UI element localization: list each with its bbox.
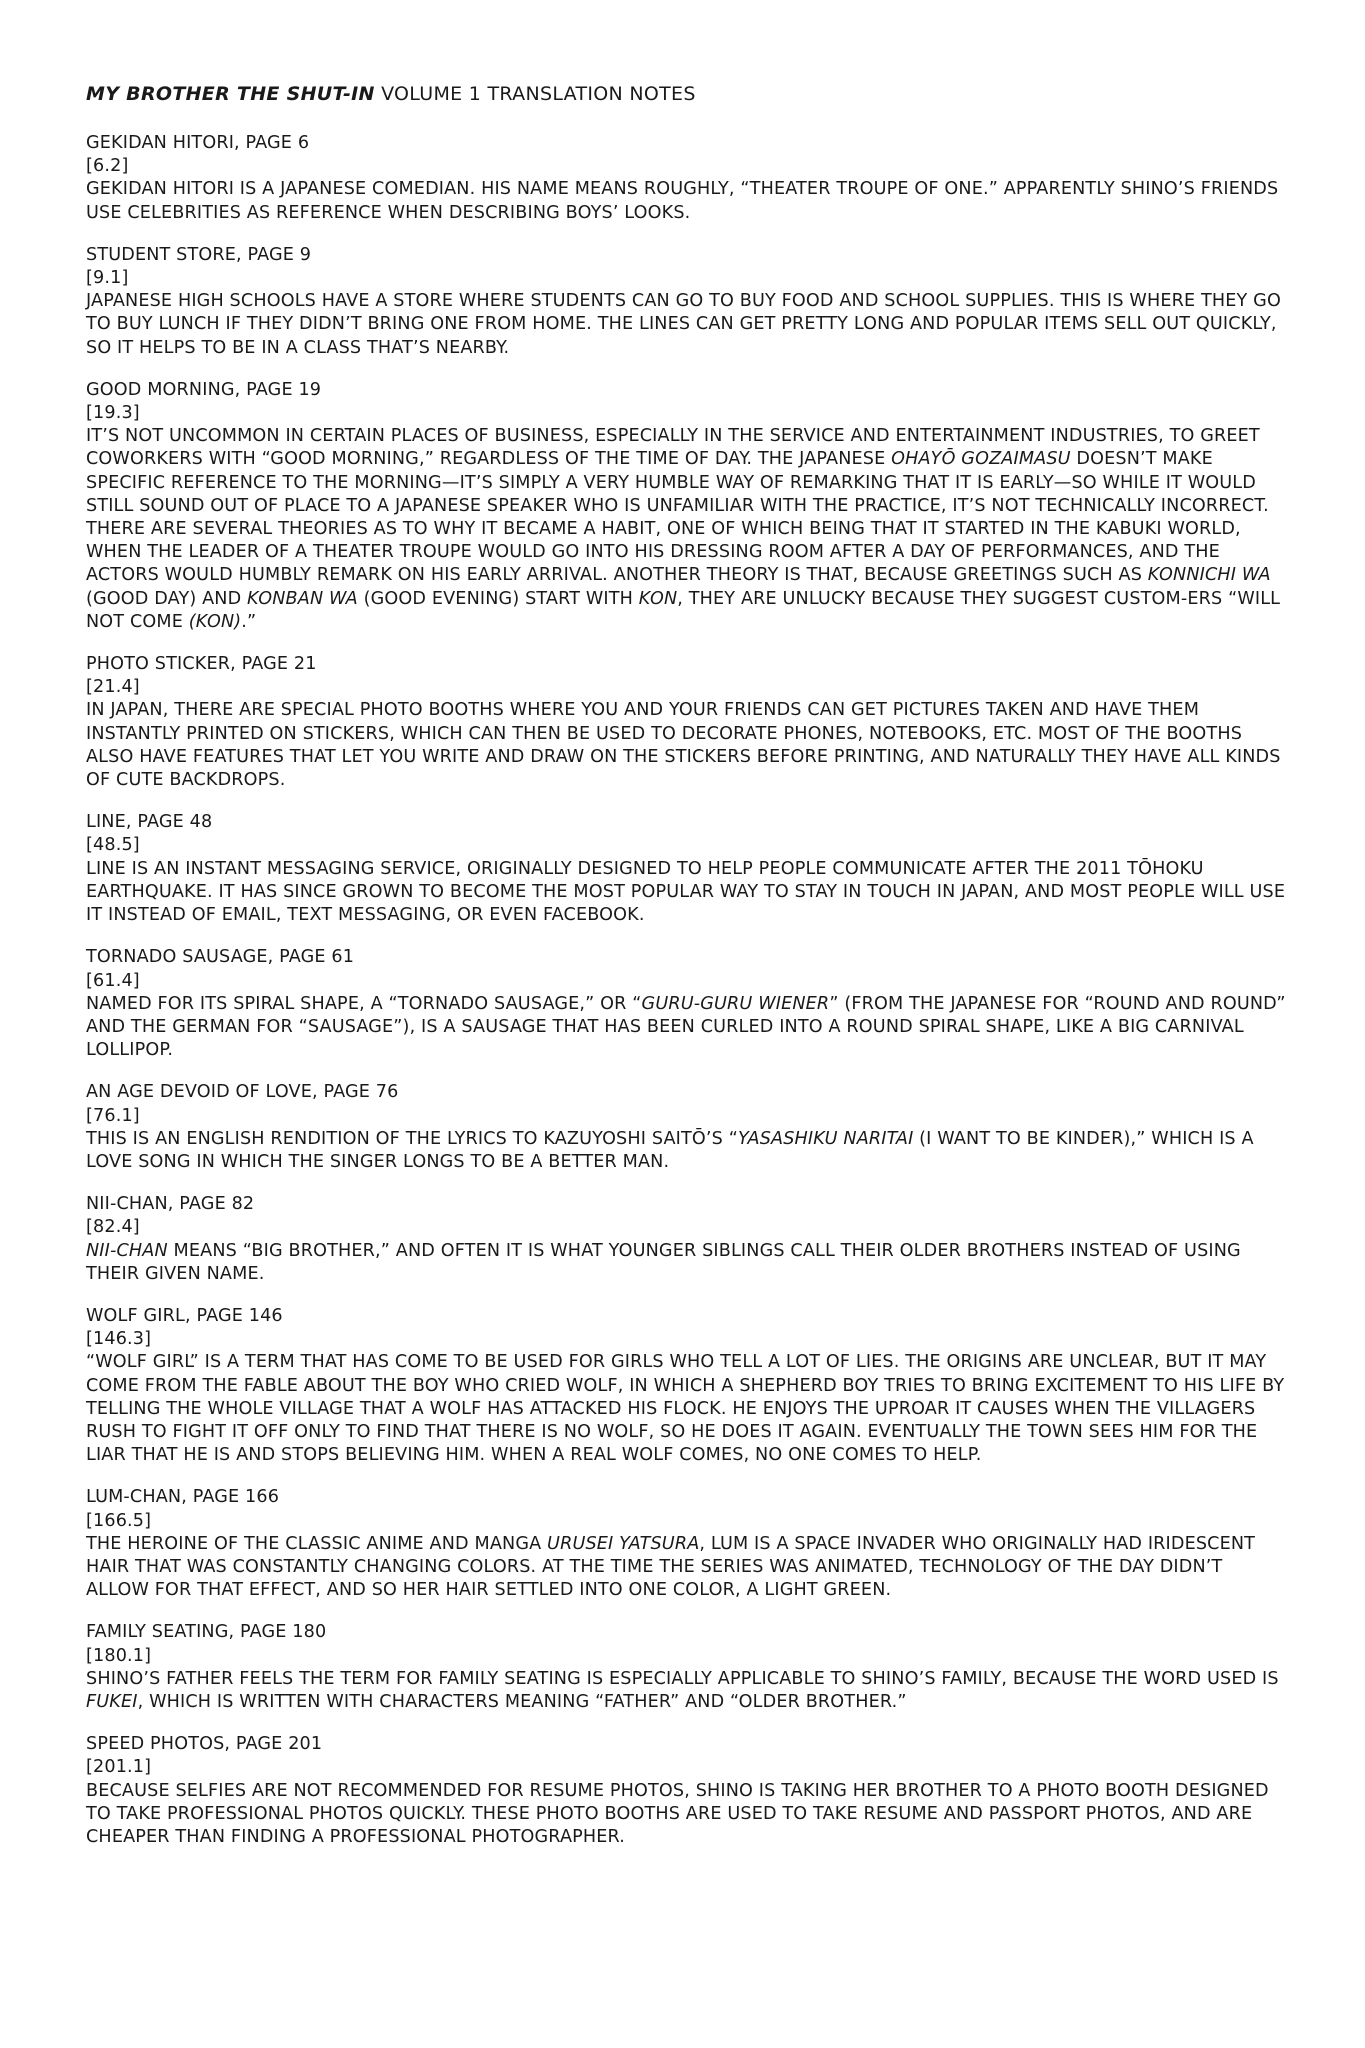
notes-list [86,132,1286,1849]
page-title [86,82,1286,106]
note-reference: [76.1] [86,1105,140,1126]
note-heading: LINE, PAGE 48 [86,812,213,833]
translation-notes-page [86,82,1286,1868]
note-heading: GOOD MORNING, PAGE 19 [86,379,322,400]
note-heading: NII-CHAN, PAGE 82 [86,1194,255,1215]
translation-note [86,1081,1286,1174]
note-reference: [146.3] [86,1329,152,1350]
translation-note [86,1621,1286,1714]
translation-note [86,379,1286,634]
note-body: GEKIDAN HITORI IS A JAPANESE COMEDIAN. HIS NAME MEANS ROUGHLY, “THEATER TROUPE OF ONE.” APPARENTLY SHINO’S FRIENDS USE CELEBRITIES AS REFERENCE WHEN DESCRIBING BOYS’ LOOKS. [86,179,1279,223]
title-rest: VOLUME 1 TRANSLATION NOTES [381,83,696,105]
series-title: MY BROTHER THE SHUT-IN [86,83,375,105]
note-heading: STUDENT STORE, PAGE 9 [86,244,312,265]
translation-note [86,946,1286,1062]
note-reference: [61.4] [86,970,140,991]
note-body: JAPANESE HIGH SCHOOLS HAVE A STORE WHERE STUDENTS CAN GO TO BUY FOOD AND SCHOOL SUPPLIES. THIS IS WHERE THEY GO TO BUY LUNCH IF THEY DIDN’T BRING ONE FROM HOME. THE LINES CAN GET PRETTY LONG AND POPULAR ITEMS SELL OUT QUICKLY, SO IT HELPS TO BE IN A CLASS THAT’S NEARBY. [86,291,1281,358]
note-reference: [21.4] [86,677,140,698]
translation-note [86,653,1286,792]
note-reference: [48.5] [86,835,140,856]
translation-note [86,811,1286,927]
note-heading: FAMILY SEATING, PAGE 180 [86,1622,327,1643]
note-reference: [180.1] [86,1645,152,1666]
translation-note [86,1305,1286,1467]
note-heading: PHOTO STICKER, PAGE 21 [86,654,317,675]
note-reference: [19.3] [86,403,140,424]
note-body: NII-CHAN MEANS “BIG BROTHER,” AND OFTEN IT IS WHAT YOUNGER SIBLINGS CALL THEIR OLDER BROTHERS INSTEAD OF USING THEIR GIVEN NAME. [86,1240,1241,1284]
note-body: “WOLF GIRL” IS A TERM THAT HAS COME TO BE USED FOR GIRLS WHO TELL A LOT OF LIES. THE ORIGINS ARE UNCLEAR, BUT IT MAY COME FROM THE FABLE ABOUT THE BOY WHO CRIED WOLF, IN WHICH A SHEPHERD BOY TRIES TO BRING EXCITEMENT TO HIS LIFE BY TELLING THE WHOLE VILLAGE THAT A WOLF HAS ATTACKED HIS FLOCK. HE ENJOYS THE UPROAR IT CAUSES WHEN THE VILLAGERS RUSH TO FIGHT IT OFF ONLY TO FIND THAT THERE IS NO WOLF, SO HE DOES IT AGAIN. EVENTUALLY THE TOWN SEES HIM FOR THE LIAR THAT HE IS AND STOPS BELIEVING HIM. WHEN A REAL WOLF COMES, NO ONE COMES TO HELP. [86,1352,1285,1466]
translation-note [86,1486,1286,1602]
note-heading: SPEED PHOTOS, PAGE 201 [86,1734,323,1755]
note-body: THE HEROINE OF THE CLASSIC ANIME AND MANGA URUSEI YATSURA, LUM IS A SPACE INVADER WHO ORIGINALLY HAD IRIDESCENT HAIR THAT WAS CONSTANTLY CHANGING COLORS. AT THE TIME THE SERIES WAS ANIMATED, TECHNOLOGY OF THE DAY DIDN’T ALLOW FOR THAT EFFECT, AND SO HER HAIR SETTLED INTO ONE COLOR, A LIGHT GREEN. [86,1533,1256,1601]
note-heading: TORNADO SAUSAGE, PAGE 61 [86,947,355,968]
note-reference: [201.1] [86,1757,152,1778]
note-heading: WOLF GIRL, PAGE 146 [86,1305,283,1326]
note-body: LINE IS AN INSTANT MESSAGING SERVICE, ORIGINALLY DESIGNED TO HELP PEOPLE COMMUNICATE AFTER THE 2011 TŌHOKU EARTHQUAKE. IT HAS SINCE GROWN TO BECOME THE MOST POPULAR WAY TO STAY IN TOUCH IN JAPAN, AND MOST PEOPLE WILL USE IT INSTEAD OF EMAIL, TEXT MESSAGING, OR EVEN FACEBOOK. [86,858,1286,926]
note-heading: GEKIDAN HITORI, PAGE 6 [86,133,310,153]
note-reference: [9.1] [86,268,129,289]
note-body: IT’S NOT UNCOMMON IN CERTAIN PLACES OF BUSINESS, ESPECIALLY IN THE SERVICE AND ENTERTAINMENT INDUSTRIES, TO GREET COWORKERS WITH “GOOD MORNING,” REGARDLESS OF THE TIME OF DAY. THE JAPANESE OHAYŌ GOZAIMASU DOESN’T MAKE SPECIFIC REFERENCE TO THE MORNING—IT’S SIMPLY A VERY HUMBLE WAY OF REMARKING THAT IT IS EARLY—SO WHILE IT WOULD STILL SOUND OUT OF PLACE TO A JAPANESE SPEAKER WHO IS UNFAMILIAR WITH THE PRACTICE, IT’S NOT TECHNICALLY INCORRECT. THERE ARE SEVERAL THEORIES AS TO WHY IT BECAME A HABIT, ONE OF WHICH BEING THAT IT STARTED IN THE KABUKI WORLD, WHEN THE LEADER OF A THEATER TROUPE WOULD GO INTO HIS DRESSING ROOM AFTER A DAY OF PERFORMANCES, AND THE ACTORS WOULD HUMBLY REMARK ON HIS EARLY ARRIVAL. ANOTHER THEORY IS THAT, BECAUSE GREETINGS SUCH AS KONNICHI WA (GOOD DAY) AND KONBAN WA (GOOD EVENING) START WITH KON, THEY ARE UNLUCKY BECAUSE THEY SUGGEST CUSTOM-ERS “WILL NOT COME (KON).” [86,426,1281,632]
translation-note [86,1733,1286,1849]
translation-note [86,132,1286,225]
note-heading: LUM-CHAN, PAGE 166 [86,1487,280,1508]
note-reference: [82.4] [86,1217,140,1238]
note-body: THIS IS AN ENGLISH RENDITION OF THE LYRICS TO KAZUYOSHI SAITŌ’S “YASASHIKU NARITAI (I WANT TO BE KINDER),” WHICH IS A LOVE SONG IN WHICH THE SINGER LONGS TO BE A BETTER MAN. [86,1128,1254,1172]
note-heading: AN AGE DEVOID OF LOVE, PAGE 76 [86,1082,399,1103]
note-reference: [166.5] [86,1510,152,1531]
note-body: BECAUSE SELFIES ARE NOT RECOMMENDED FOR RESUME PHOTOS, SHINO IS TAKING HER BROTHER TO A PHOTO BOOTH DESIGNED TO TAKE PROFESSIONAL PHOTOS QUICKLY. THESE PHOTO BOOTHS ARE USED TO TAKE RESUME AND PASSPORT PHOTOS, AND ARE CHEAPER THAN FINDING A PROFESSIONAL PHOTOGRAPHER. [86,1780,1269,1847]
translation-note [86,1193,1286,1286]
note-reference: [6.2] [86,156,129,177]
note-body: SHINO’S FATHER FEELS THE TERM FOR FAMILY SEATING IS ESPECIALLY APPLICABLE TO SHINO’S FAMILY, BECAUSE THE WORD USED IS FUKEI, WHICH IS WRITTEN WITH CHARACTERS MEANING “FATHER” AND “OLDER BROTHER.” [86,1668,1279,1712]
note-body: NAMED FOR ITS SPIRAL SHAPE, A “TORNADO SAUSAGE,” OR “GURU-GURU WIENER” (FROM THE JAPANESE FOR “ROUND AND ROUND” AND THE GERMAN FOR “SAUSAGE”), IS A SAUSAGE THAT HAS BEEN CURLED INTO A ROUND SPIRAL SHAPE, LIKE A BIG CARNIVAL LOLLIPOP. [86,993,1286,1061]
note-body: IN JAPAN, THERE ARE SPECIAL PHOTO BOOTHS WHERE YOU AND YOUR FRIENDS CAN GET PICTURES TAKEN AND HAVE THEM INSTANTLY PRINTED ON STICKERS, WHICH CAN THEN BE USED TO DECORATE PHONES, NOTEBOOKS, ETC. MOST OF THE BOOTHS ALSO HAVE FEATURES THAT LET YOU WRITE AND DRAW ON THE STICKERS BEFORE PRINTING, AND NATURALLY THEY HAVE ALL KINDS OF CUTE BACKDROPS. [86,700,1281,791]
translation-note [86,244,1286,360]
